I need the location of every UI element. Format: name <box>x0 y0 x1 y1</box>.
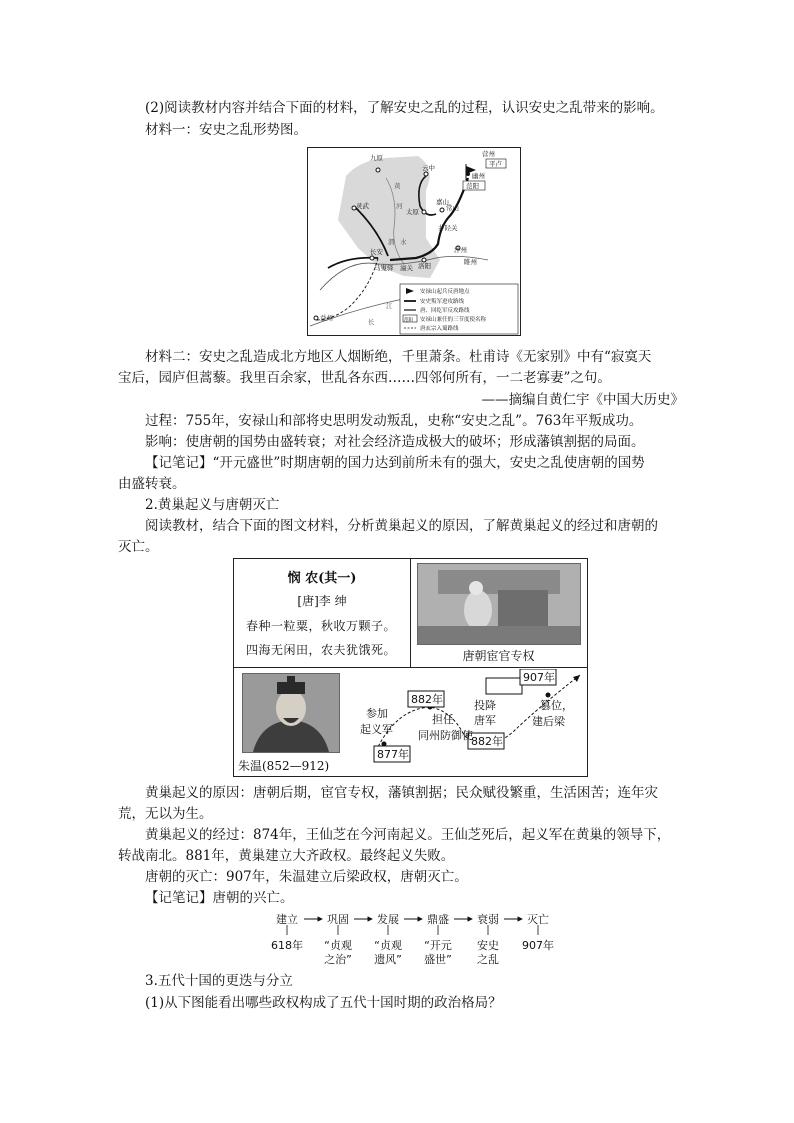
timeline-label: 同州防御使 <box>418 729 473 742</box>
legend-label: 安禄山兼任的三节度使名称 <box>420 317 487 323</box>
flow-sub: 安史 <box>477 939 499 952</box>
place-label: 嘉山 <box>436 198 449 206</box>
legend-label: 安史叛军进攻路线 <box>420 299 465 305</box>
flow-sub: 之乱 <box>477 953 499 966</box>
question-2: (2)阅读教材内容并结合下面的材料，了解安史之乱的过程，认识安史之乱带来的影响。 <box>145 100 664 116</box>
flow-stage: 巩固 <box>327 913 349 926</box>
huangchao-cause-line2: 荒，无以为生。 <box>118 806 213 822</box>
timeline-year: 882年 <box>411 693 443 706</box>
place-label: 太原 <box>406 208 419 216</box>
flow-stage: 灭亡 <box>527 913 549 926</box>
region-label: 江 <box>386 302 393 310</box>
flow-sub: 盛世” <box>424 953 452 966</box>
poem-title: 悯 农(其一) <box>287 571 357 586</box>
timeline-label: 起义军 <box>360 723 393 736</box>
rebellion-process: 过程：755年，安禄山和部将史思明发动叛乱，史称“安史之乱”。763年平叛成功。 <box>145 413 643 429</box>
place-label: 云中 <box>422 164 435 172</box>
timeline-label: 参加 <box>366 707 388 720</box>
place-label: 马嵬驿 <box>374 264 394 272</box>
year-box <box>486 678 522 694</box>
legend-tag: 范阳 <box>404 318 413 323</box>
place-label: 益州 <box>320 314 333 322</box>
eunuch-illustration <box>417 563 581 645</box>
huangchao-figure <box>233 558 588 777</box>
material-2-source: ——摘编自黄仁宇《中国大历史》 <box>481 392 684 408</box>
place-label: 井陉关 <box>438 224 458 232</box>
material-2-line1: 材料二：安史之乱造成北方地区人烟断绝，千里萧条。杜甫诗《无家别》中有“寂寞天 <box>145 349 652 365</box>
poem-author: [唐]李 绅 <box>297 594 347 608</box>
huangchao-cause-line1: 黄巢起义的原因：唐朝后期，宦官专权，藩镇割据；民众赋役繁重，生活困苦；连年灾 <box>145 785 658 801</box>
huangchao-course-line1: 黄巢起义的经过：874年，王仙芝在今河南起义。王仙芝死后，起义军在黄巢的领导下， <box>145 827 671 843</box>
region-label: 渭 <box>388 238 395 246</box>
flow-sub: 遗风” <box>374 953 402 966</box>
note-tang-rise-fall: 【记笔记】唐朝的兴亡。 <box>145 890 294 906</box>
flow-sub: “开元 <box>424 939 452 952</box>
eunuch-scene-image <box>418 564 580 644</box>
place-label: 营州 <box>482 150 495 158</box>
portrait-caption: 朱温(852—912) <box>238 759 330 773</box>
rebellion-impact: 影响：使唐朝的国势由盛转衰；对社会经济造成极大的破坏；形成藩镇割据的局面。 <box>145 434 645 450</box>
timeline-label: 建后梁 <box>532 715 565 728</box>
place-label: 九原 <box>370 154 383 162</box>
flow-sub: 之治” <box>324 953 352 966</box>
timeline-label: 担任 <box>432 713 454 726</box>
place-label: 长安 <box>370 248 383 256</box>
tang-fall: 唐朝的灭亡：907年，朱温建立后梁政权，唐朝灭亡。 <box>145 869 468 885</box>
flow-sub: “贞观 <box>324 939 352 952</box>
section-intro-line1: 阅读教材，结合下面的图文材料，分析黄巢起义的原因，了解黄巢起义的经过和唐朝的 <box>145 518 658 534</box>
region-label: 长 <box>368 318 375 326</box>
map-drawing <box>308 148 520 335</box>
city-dot <box>424 172 428 176</box>
flow-stage: 建立 <box>276 913 298 926</box>
place-label: 常山 <box>446 204 459 212</box>
flow-sub: 907年 <box>522 939 554 952</box>
city-dot <box>466 172 470 176</box>
timeline-label: 唐军 <box>474 714 496 727</box>
section-title-huangchao: 2.黄巢起义与唐朝灭亡 <box>145 497 280 513</box>
city-dot <box>376 168 380 172</box>
question-five-dynasties: (1)从下图能看出哪些政权构成了五代十国时期的政治格局？ <box>145 995 502 1011</box>
arrow-head-icon <box>573 675 580 682</box>
material-2-line2: 宝后，园庐但蒿藜。我里百余家，世乱各东西……四邻何所有，一二老寡妻”之句。 <box>118 370 611 386</box>
poem-line-2: 四海无闲田，农夫犹饿死。 <box>246 643 397 657</box>
figure-divider <box>234 667 587 668</box>
map-legend <box>400 284 518 334</box>
place-label: 灵武 <box>356 202 369 210</box>
eunuch-caption: 唐朝宦官专权 <box>462 649 535 663</box>
region-label: 河 <box>396 202 403 210</box>
place-label: 睢州 <box>464 258 477 266</box>
place-label: 汴州 <box>454 246 467 254</box>
timeline-label: 投降 <box>474 699 496 712</box>
timeline-label: 篡位， <box>540 699 573 712</box>
timeline-year: 907年 <box>523 671 555 684</box>
legend-label: 唐、回纥军反攻路线 <box>420 308 470 314</box>
region-label: 水 <box>400 238 407 246</box>
huangchao-course-line2: 转战南北。881年，黄巢建立大齐政权。最终起义失败。 <box>118 848 455 864</box>
place-label: 范阳 <box>466 182 479 190</box>
timeline-year: 877年 <box>377 748 409 761</box>
flow-sub: “贞观 <box>374 939 402 952</box>
timeline-year: 882年 <box>471 735 503 748</box>
flow-stage: 衰弱 <box>477 913 499 926</box>
zhu-wen-timeline <box>344 669 587 774</box>
place-label: 潼关 <box>400 264 413 272</box>
legend-label: 安禄山起兵反唐地点 <box>420 289 470 295</box>
section-intro-line2: 灭亡。 <box>118 539 159 555</box>
portrait-image <box>243 674 339 752</box>
place-label: 幽州 <box>472 172 485 180</box>
note-kaiyuan-line1: 【记笔记】“开元盛世”时期唐朝的国力达到前所未有的强大，安史之乱使唐朝的国势 <box>145 455 645 471</box>
poem-line-1: 春种一粒粟，秋收万颗子。 <box>246 619 397 633</box>
tang-dynasty-flow <box>270 909 560 969</box>
zhu-wen-portrait <box>242 673 340 753</box>
an-shi-rebellion-map <box>307 147 521 336</box>
city-dot <box>440 208 444 212</box>
city-dot <box>422 210 426 214</box>
legend-label: 唐玄宗入蜀路线 <box>420 326 459 332</box>
place-label: 平卢 <box>489 160 502 168</box>
flow-stage: 鼎盛 <box>427 913 449 926</box>
material-1-label: 材料一：安史之乱形势图。 <box>145 122 307 138</box>
section-title-five-dynasties: 3.五代十国的更迭与分立 <box>145 973 293 989</box>
city-dot <box>370 256 374 260</box>
flow-sub: 618年 <box>271 939 303 952</box>
city-dot <box>314 316 318 320</box>
note-kaiyuan-line2: 由盛转衰。 <box>118 476 186 492</box>
flow-stage: 发展 <box>377 913 399 926</box>
timeline-dot <box>546 693 551 698</box>
region-label: 黄 <box>394 182 401 190</box>
place-label: 洛阳 <box>418 262 431 270</box>
